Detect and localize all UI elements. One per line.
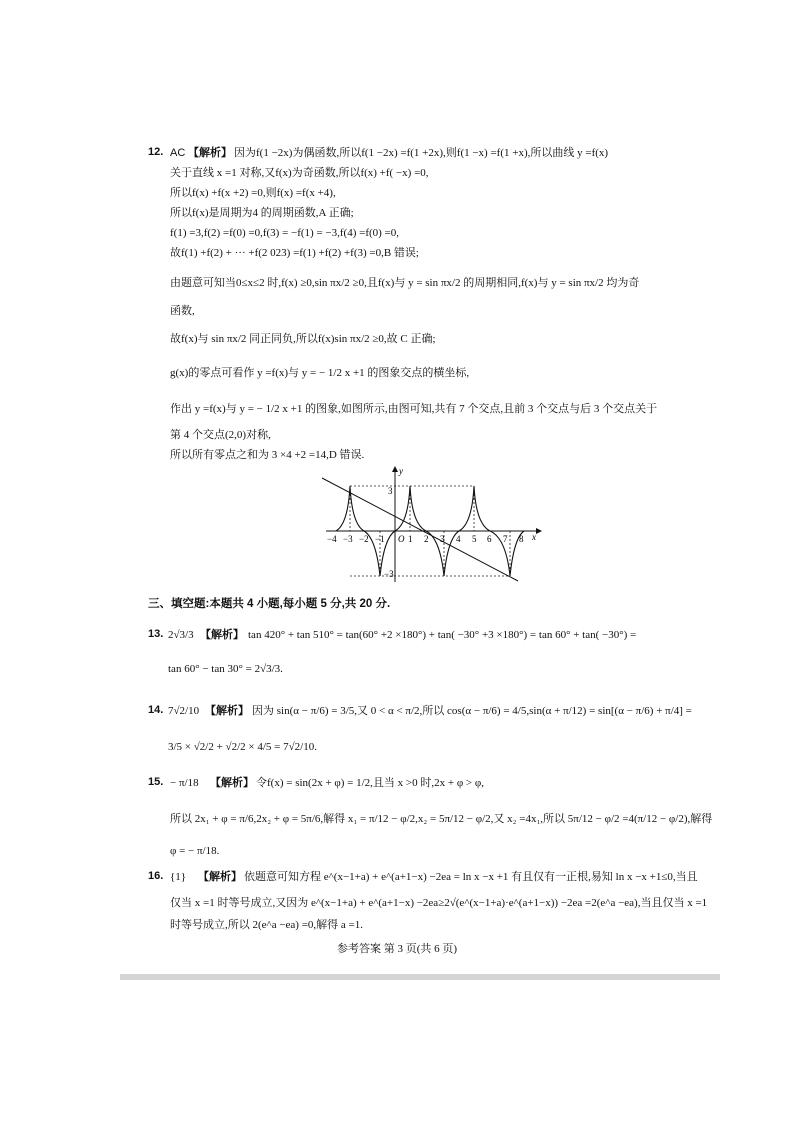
q13-line-2: tan 60° − tan 30° = 2√3/3. [168, 663, 283, 675]
q15-line-3: φ = − π/18. [170, 845, 220, 857]
q15-number: 15. [148, 776, 164, 788]
q12-answer: AC [170, 147, 186, 159]
q14-number: 14. [148, 704, 164, 716]
x-tick-label: −4 [327, 534, 337, 544]
q12-number: 12. [148, 146, 164, 158]
q12-line-10: g(x)的零点可看作 y =f(x)与 y = − 1/2 x +1 的图象交点的横坐标, [170, 367, 470, 379]
q14-line-1: 因为 sin(α − π/6) = 3/5,又 0 < α < π/2,所以 cos(α − π/6) = 4/5,sin(α + π/12) = sin[(α − π/6) + π/4] = [252, 705, 692, 717]
x-tick-label: −2 [359, 534, 369, 544]
q16-line-3: 时等号成立,所以 2(e^a −ea) =0,解得 a =1. [170, 919, 364, 931]
q13-number: 13. [148, 628, 164, 640]
q12-line-12: 第 4 个交点(2,0)对称, [170, 429, 271, 441]
function-graph [318, 464, 548, 584]
q12-line-4: 所以f(x)是周期为4 的周期函数,A 正确; [170, 207, 354, 219]
q12-line-2: 关于直线 x =1 对称,又f(x)为奇函数,所以f(x) +f( −x) =0, [170, 167, 429, 179]
q16-answer: {1} [170, 871, 187, 883]
axis-x-label: x [532, 532, 536, 542]
x-tick-label: 6 [487, 534, 492, 544]
axis-y-label: y [399, 466, 403, 476]
q14-line-2: 3/5 × √2/2 + √2/2 × 4/5 = 7√2/10. [168, 741, 317, 753]
q15-line-2: 所以 2x₁ + φ = π/6,2x₂ + φ = 5π/6,解得 x₁ = π/12 − φ/2,x₂ = 5π/12 − φ/2,又 x₂ =4x₁,所以 5π/12 − φ/2 =4(π/12 − φ/2),解得 [170, 813, 713, 825]
q16-line-2: 仅当 x =1 时等号成立,又因为 e^(x−1+a) + e^(a+1−x) −2ea≥2√(e^(x−1+a)·e^(a+1−x)) −2ea =2(e^a −ea),当且仅当 x =1 [170, 897, 708, 909]
section-3-title: 三、填空题:本题共 4 小题,每小题 5 分,共 20 分. [148, 598, 391, 610]
y-bottom-label: −3 [384, 569, 394, 579]
page-footer: 参考答案 第 3 页(共 6 页) [336, 943, 458, 955]
y-top-label: 3 [388, 486, 393, 496]
x-tick-label: 2 [424, 534, 429, 544]
x-tick-label: 5 [472, 534, 477, 544]
x-tick-label: 3 [440, 534, 445, 544]
q12-line-9: 故f(x)与 sin πx/2 同正同负,所以f(x)sin πx/2 ≥0,故 C 正确; [170, 333, 436, 345]
x-tick-label: 7 [503, 534, 508, 544]
q12-line-5: f(1) =3,f(2) =f(0) =0,f(3) = −f(1) = −3,f(4) =f(0) =0, [170, 227, 400, 239]
x-tick-label: −1 [375, 534, 385, 544]
q12-line-1: 因为f(1 −2x)为偶函数,所以f(1 −2x) =f(1 +2x),则f(1 −x) =f(1 +x),所以曲线 y =f(x) [234, 147, 609, 159]
q12-line-13: 所以所有零点之和为 3 ×4 +2 =14,D 错误. [170, 449, 365, 461]
q15-line-1: 令f(x) = sin(2x + φ) = 1/2,且当 x >0 时,2x + φ > φ, [256, 777, 484, 789]
q12-line-8: 函数, [170, 305, 195, 317]
line-curve [322, 478, 518, 581]
origin-label: O [398, 534, 405, 544]
q13-line-1: tan 420° + tan 510° = tan(60° +2 ×180°) + tan( −30° +3 ×180°) = tan 60° + tan( −30°) = [248, 629, 637, 641]
q12-line-7: 由题意可知当0≤x≤2 时,f(x) ≥0,sin πx/2 ≥0,且f(x)与 y = sin πx/2 的周期相同,f(x)与 y = sin πx/2 均为奇 [170, 277, 640, 289]
q13-answer: 2√3/3 [168, 629, 194, 641]
q14-analysis-tag: 【解析】 [205, 705, 249, 717]
q12-line-11: 作出 y =f(x)与 y = − 1/2 x +1 的图象,如图所示,由图可知,共有 7 个交点,且前 3 个交点与后 3 个交点关于 [170, 403, 658, 415]
q16-number: 16. [148, 870, 164, 882]
x-tick-label: −3 [343, 534, 353, 544]
q15-analysis-tag: 【解析】 [210, 777, 254, 789]
q12-line-3: 所以f(x) +f(x +2) =0,则f(x) =f(x +4), [170, 187, 336, 199]
q13-analysis-tag: 【解析】 [200, 629, 244, 641]
q12-line-6: 故f(1) +f(2) + ··· +f(2 023) =f(1) +f(2) +f(3) =0,B 错误; [170, 247, 419, 259]
x-tick-label: 8 [519, 534, 524, 544]
q16-line-1: 依题意可知方程 e^(x−1+a) + e^(a+1−x) −2ea = ln x −x +1 有且仅有一正根,易知 ln x −x +1≤0,当且 [244, 871, 698, 883]
q15-answer: − π/18 [170, 777, 199, 789]
q12-analysis-tag: 【解析】 [188, 147, 232, 159]
x-tick-label: 4 [456, 534, 461, 544]
q14-answer: 7√2/10 [168, 705, 200, 717]
q16-analysis-tag: 【解析】 [198, 871, 242, 883]
x-tick-label: 1 [408, 534, 413, 544]
bottom-divider [120, 974, 720, 980]
